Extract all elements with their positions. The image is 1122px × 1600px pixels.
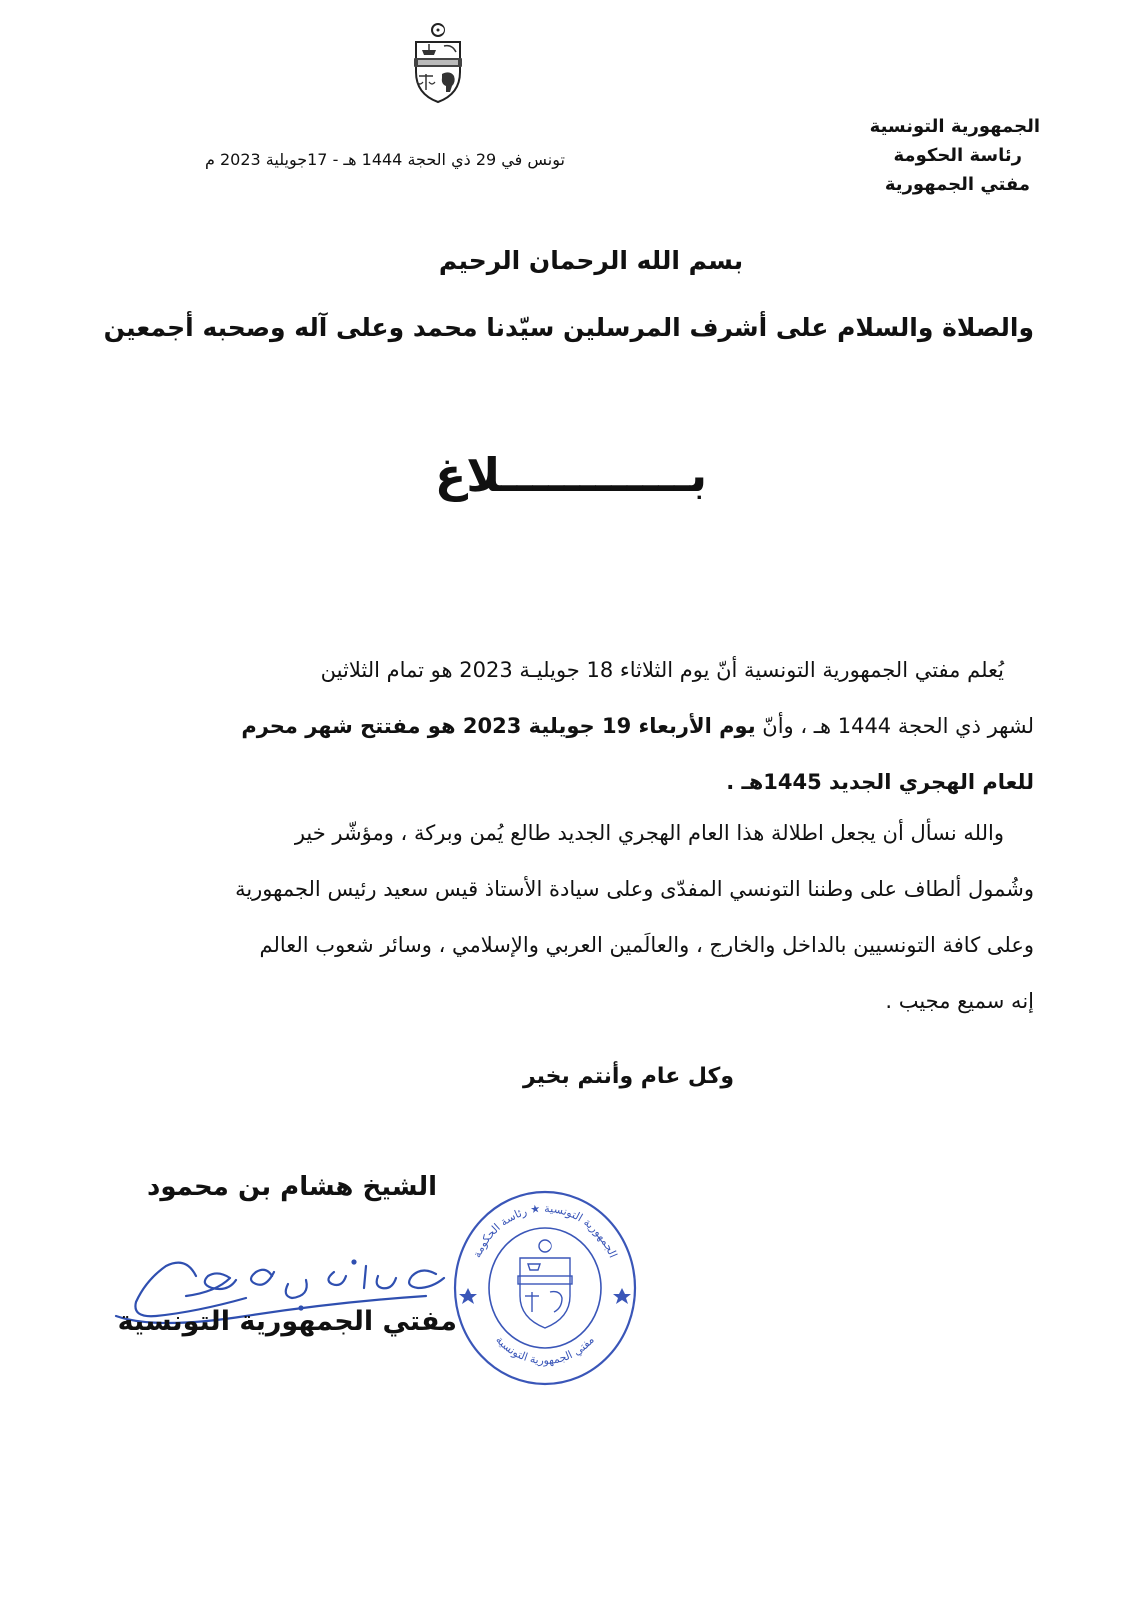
org-country: الجمهورية التونسية	[869, 116, 1040, 137]
paragraph2-line3: وعلى كافة التونسيين بالداخل والخارج ، والعالَمين العربي والإسلامي ، وسائر شعوب العالم	[259, 933, 1034, 957]
document-title: بــــــــــــلاغ	[434, 448, 708, 502]
document-date: تونس في 29 ذي الحجة 1444 هـ - 17جويلية 2023 م	[205, 150, 565, 169]
issuing-authority	[870, 112, 1040, 199]
announcement-paragraph	[89, 642, 1034, 810]
org-mufti: مفتي الجمهورية	[884, 174, 1030, 195]
paragraph2-line4: إنه سميع مجيب .	[885, 989, 1034, 1013]
signatory-name: الشيخ هشام بن محمود	[146, 1172, 437, 1202]
svg-text:مفتي الجمهورية التونسية	[493, 1333, 597, 1367]
salutation-line: والصلاة والسلام على أشرف المرسلين سيّدنا محمد وعلى آله وصحبه أجمعين	[103, 313, 1034, 342]
paragraph1-line2	[89, 698, 1034, 754]
stamp-text-bottom: مفتي الجمهورية التونسية	[493, 1333, 597, 1367]
coat-of-arms-icon	[406, 22, 470, 106]
signatory-title: مفتي الجمهورية التونسية	[117, 1306, 457, 1337]
paragraph1-line2-bold: يوم الأربعاء 19 جويلية 2023 هو مفتتح شهر محرم	[241, 714, 756, 738]
official-stamp	[450, 1188, 640, 1388]
prayer-paragraph	[89, 805, 1034, 1029]
paragraph1-line2-normal: لشهر ذي الحجة 1444 هـ ، وأنّ	[755, 714, 1034, 738]
paragraph2-line2: وشُمول ألطاف على وطننا التونسي المفدّى وعلى سيادة الأستاذ قيس سعيد رئيس الجمهورية	[235, 877, 1034, 901]
paragraph1-line1: يُعلم مفتي الجمهورية التونسية أنّ يوم الثلاثاء 18 جويليـة 2023 هو تمام الثلاثين	[320, 658, 1004, 682]
stamp-text-top: الجمهورية التونسية ★ رئاسة الحكومة	[470, 1201, 620, 1260]
basmala: بسم الله الرحمان الرحيم	[438, 246, 744, 275]
paragraph2-line1: والله نسأل أن يجعل اطلالة هذا العام الهجري الجديد طالع يُمن وبركة ، ومؤشّر خير	[294, 821, 1004, 845]
org-government: رئاسة الحكومة	[893, 145, 1022, 166]
closing-wishes: وكل عام وأنتم بخير	[523, 1064, 734, 1089]
paragraph1-line3: للعام الهجري الجديد 1445هـ .	[726, 770, 1034, 794]
